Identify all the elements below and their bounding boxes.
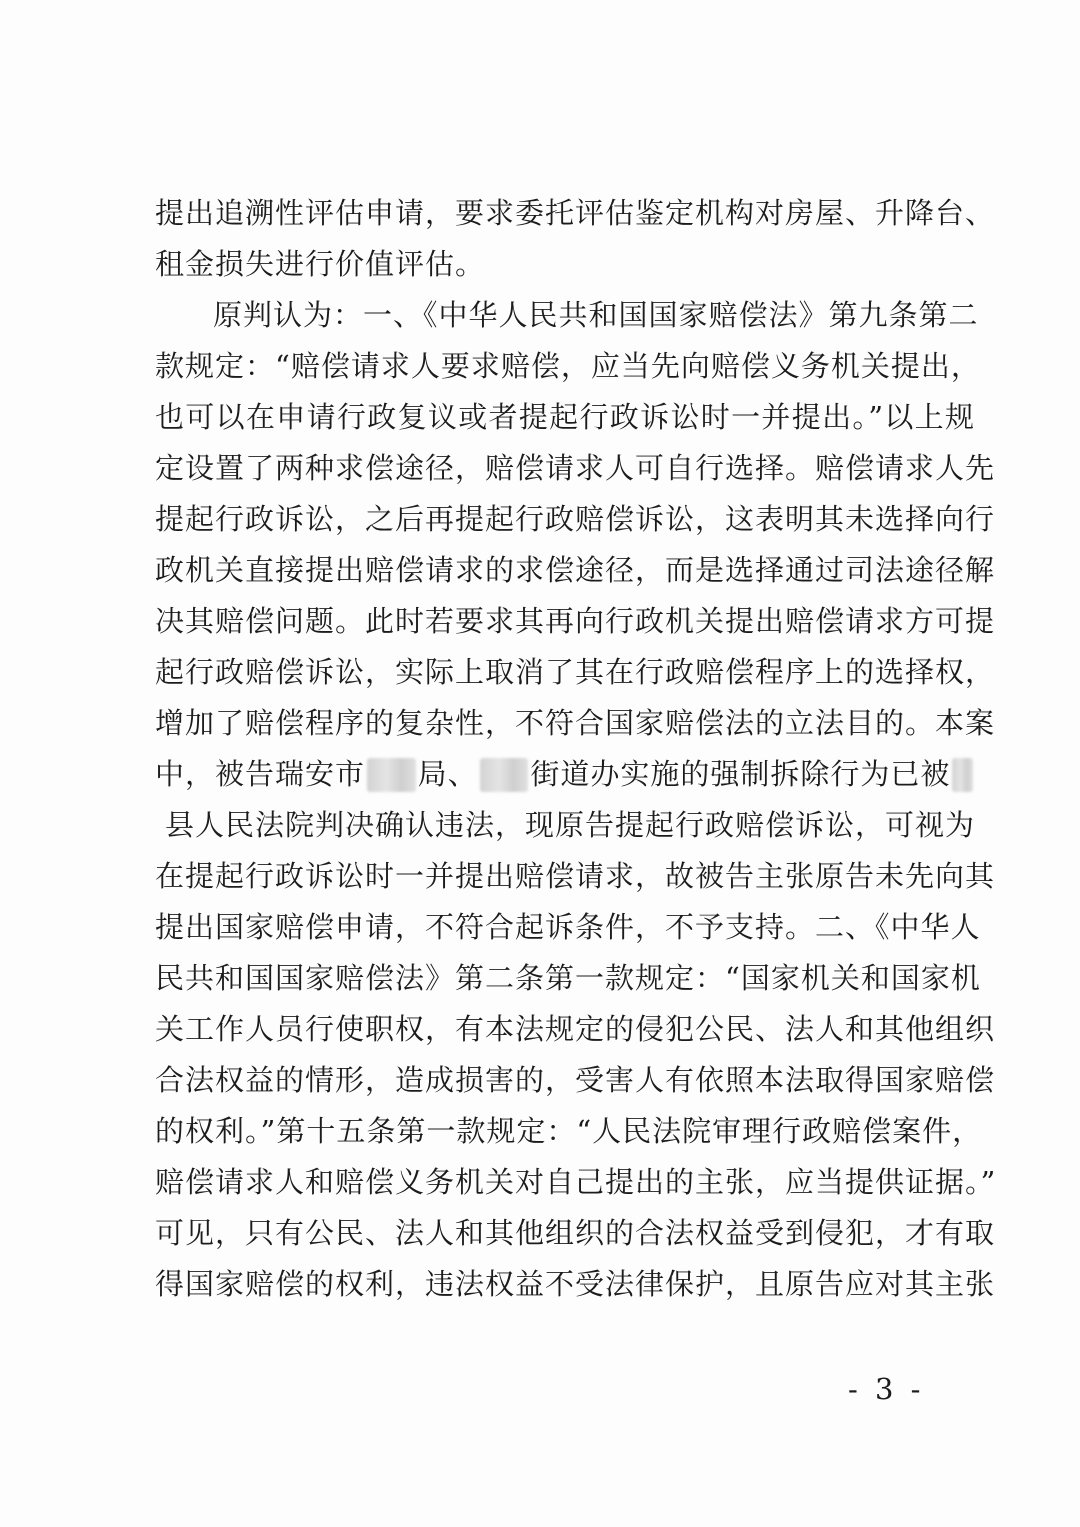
- page-number: - 3 -: [848, 1372, 925, 1406]
- line-segment: 县人民法院判决确认违法，现原告提起行政赔偿诉讼，可视为: [165, 808, 976, 842]
- redaction-mark: [367, 758, 416, 792]
- line-segment: 局、: [417, 757, 478, 791]
- redaction-mark: [952, 758, 973, 792]
- line-segment: 街道办实施的强制拆除行为已被: [530, 757, 951, 791]
- text-line: 提出追溯性评估申请，要求委托评估鉴定机构对房屋、升降台、: [155, 196, 996, 230]
- text-line: 租金损失进行价值评估。: [155, 247, 486, 281]
- body-text: [155, 188, 997, 1310]
- text-line: 起行政赔偿诉讼，实际上取消了其在行政赔偿程序上的选择权，: [155, 655, 996, 689]
- line-segment: 中，被告瑞安市: [155, 757, 366, 791]
- text-line: 也可以在申请行政复议或者提起行政诉讼时一并提出。”以上规: [155, 400, 975, 434]
- text-line: 合法权益的情形，造成损害的，受害人有依照本法取得国家赔偿: [155, 1063, 996, 1097]
- text-line: 的权利。”第十五条第一款规定：“人民法院审理行政赔偿案件，: [155, 1114, 983, 1148]
- text-line-with-redaction: [155, 800, 975, 851]
- text-line: 定设置了两种求偿途径，赔偿请求人可自行选择。赔偿请求人先: [155, 451, 996, 485]
- text-line: 关工作人员行使职权，有本法规定的侵犯公民、法人和其他组织: [155, 1012, 996, 1046]
- redaction-mark: [480, 758, 529, 792]
- text-line: 款规定：“赔偿请求人要求赔偿，应当先向赔偿义务机关提出，: [155, 349, 981, 383]
- text-line: 赔偿请求人和赔偿义务机关对自己提出的主张，应当提供证据。”: [155, 1165, 997, 1199]
- text-line-with-redactions: [155, 749, 975, 800]
- text-line: 在提起行政诉讼时一并提出赔偿请求，故被告主张原告未先向其: [155, 859, 996, 893]
- text-line: 民共和国国家赔偿法》第二条第一款规定：“国家机关和国家机: [155, 961, 981, 995]
- text-line: 得国家赔偿的权利，违法权益不受法律保护，且原告应对其主张: [155, 1267, 996, 1301]
- paragraph-start-line: 原判认为：一、《中华人民共和国国家赔偿法》第九条第二: [213, 298, 979, 332]
- text-line: 可见，只有公民、法人和其他组织的合法权益受到侵犯，才有取: [155, 1216, 996, 1250]
- text-line: 政机关直接提出赔偿请求的求偿途径，而是选择通过司法途径解: [155, 553, 996, 587]
- text-line: 决其赔偿问题。此时若要求其再向行政机关提出赔偿请求方可提: [155, 604, 996, 638]
- text-line: 提起行政诉讼，之后再提起行政赔偿诉讼，这表明其未选择向行: [155, 502, 996, 536]
- text-line: 增加了赔偿程序的复杂性，不符合国家赔偿法的立法目的。本案: [155, 706, 996, 740]
- text-line: 提出国家赔偿申请，不符合起诉条件，不予支持。二、《中华人: [155, 910, 981, 944]
